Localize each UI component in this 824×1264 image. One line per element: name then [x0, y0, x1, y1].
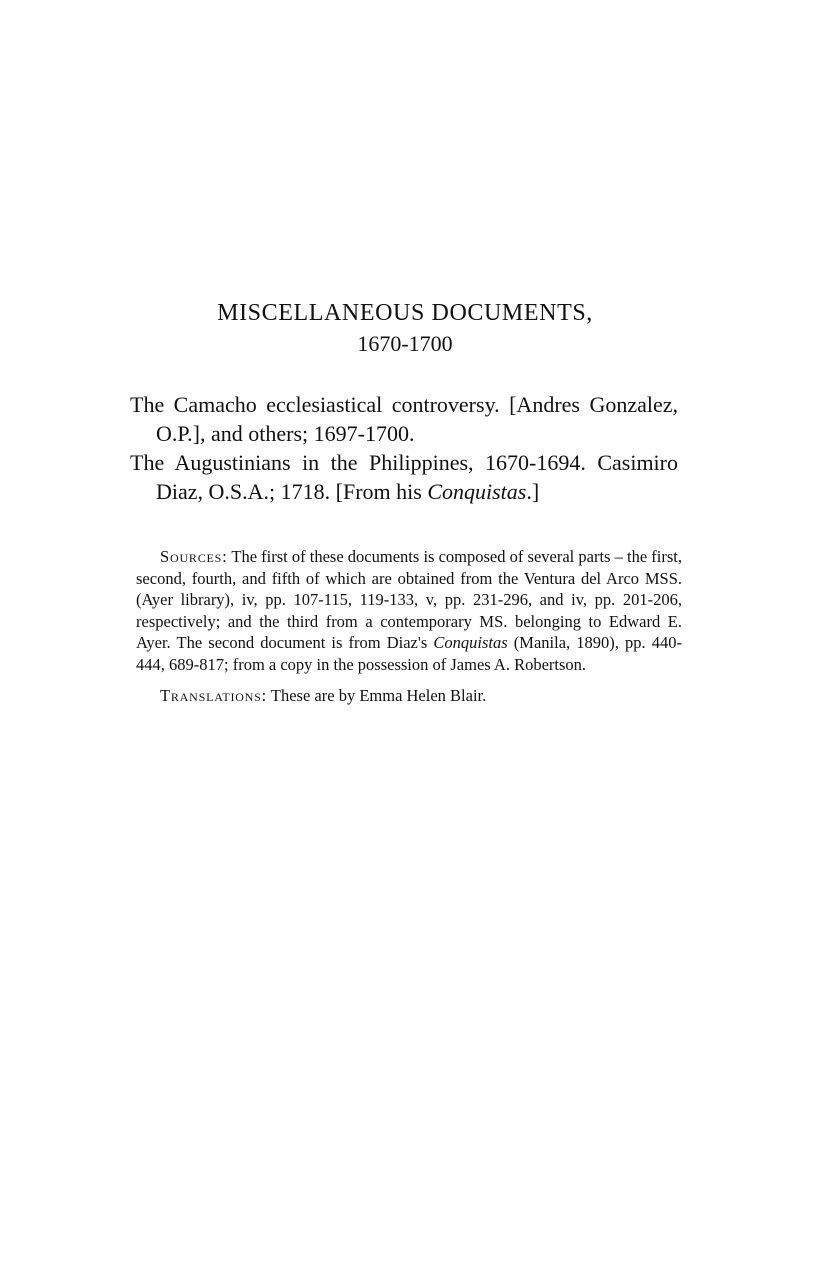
- sources-italic-title: Conquistas: [433, 633, 508, 652]
- entry-italic-title: Conquistas: [427, 479, 527, 504]
- sources-paragraph: [136, 546, 682, 675]
- entry-text-end: .]: [526, 479, 540, 504]
- sources-text: The first of these documents is composed of several parts – the first, second, fourth, and fifth of which are obtained from the Ventura del Arco MSS. (Ayer library), iv, pp. 107-115, 119-133, v, pp. 231-296, and iv, pp. 201-206, respectively; and the third from a contemporary MS. belonging to Edward E. Ayer. The second document is from Diaz's: [136, 547, 682, 652]
- translations-label: Translations:: [160, 686, 268, 705]
- date-range: 1670-1700: [357, 331, 453, 356]
- entry-text: The Camacho ecclesiastical controversy. [Andres Gonzalez, O.P.], and others; 1697-1700.: [130, 392, 678, 446]
- contents-entry: [130, 448, 678, 506]
- page-title: MISCELLANEOUS DOCUMENTS,: [217, 300, 593, 326]
- translations-paragraph: [136, 685, 682, 707]
- contents-entry: [130, 390, 678, 448]
- entry-text: The Augustinians in the Philippines, 1670-1694. Casimiro Diaz, O.S.A.; 1718. [From his: [130, 450, 678, 504]
- contents-list: [130, 390, 678, 506]
- notes-block: [136, 546, 682, 707]
- sources-text-end: (Manila, 1890), pp. 440-444, 689-817; from a copy in the possession of James A. Robertson.: [136, 633, 682, 674]
- sources-label: Sources:: [160, 547, 228, 566]
- translations-text: These are by Emma Helen Blair.: [267, 686, 487, 705]
